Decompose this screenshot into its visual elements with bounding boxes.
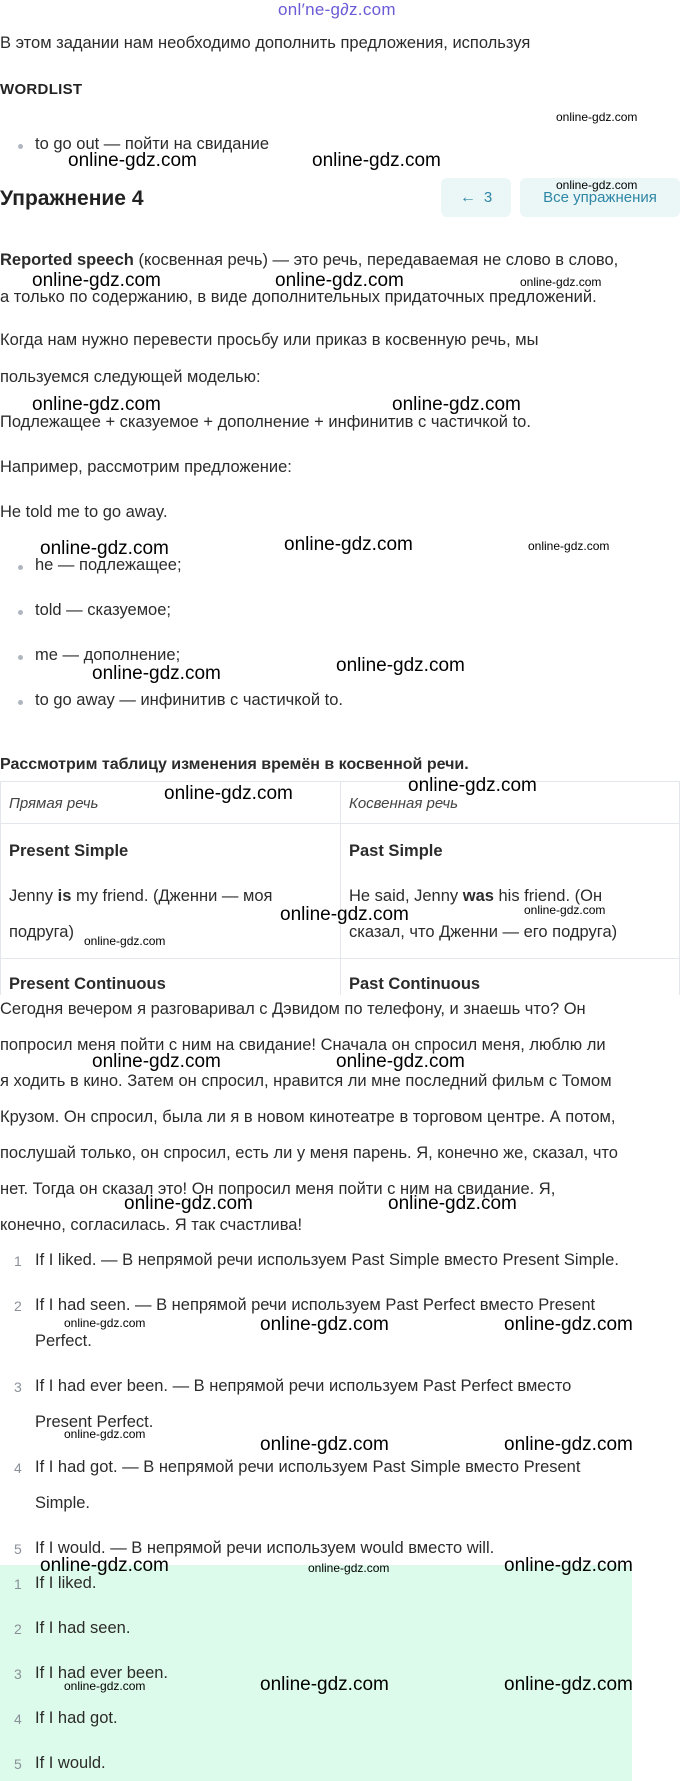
explanation-line: Simple. <box>35 1494 91 1512</box>
watermark: online-gdz.com <box>40 538 169 559</box>
direct-example-part: Jenny <box>9 887 58 905</box>
watermark: online-gdz.com <box>32 270 161 291</box>
watermark: online-gdz.com <box>68 150 197 171</box>
header-watermark: onl′ne-g∂z.com <box>278 0 396 19</box>
watermark: online-gdz.com <box>408 775 537 796</box>
bullet-dot <box>18 565 23 570</box>
example-sentence: He told me to go away. <box>0 503 168 521</box>
watermark: online-gdz.com <box>275 270 404 291</box>
answer-item: If I had seen. <box>35 1619 131 1637</box>
watermark: online-gdz.com <box>260 1434 389 1455</box>
watermark: online-gdz.com <box>504 1434 633 1455</box>
watermark: online-gdz.com <box>64 1679 146 1693</box>
explanation-number: 5 <box>14 1541 22 1557</box>
watermark: online-gdz.com <box>92 663 221 684</box>
part-item: to go away — инфинитив с частичкой to. <box>35 691 343 709</box>
watermark: online-gdz.com <box>336 1051 465 1072</box>
watermark: online-gdz.com <box>260 1314 389 1335</box>
tense-present-continuous: Present Continuous <box>9 975 166 993</box>
story-line: Крузом. Он спросил, была ли я в новом кинотеатре в торговом центре. А потом, <box>0 1108 616 1126</box>
definition-line-1 <box>0 251 618 270</box>
table-intro: Рассмотрим таблицу изменения времён в косвенной речи. <box>0 756 469 773</box>
prev-exercise-button[interactable] <box>441 178 511 217</box>
watermark: online-gdz.com <box>556 178 638 192</box>
part-item: told — сказуемое; <box>35 601 171 619</box>
model-formula: Подлежащее + сказуемое + дополнение + инфинитив с частичкой to. <box>0 413 531 431</box>
explanation-line: If I liked. — В непрямой речи используем Past Simple вместо Present Simple. <box>35 1251 619 1269</box>
story-line: послушай только, он спросил, есть ли у меня парень. Я, конечно же, сказал, что <box>0 1144 618 1162</box>
wordlist-item: to go out — пойти на свидание <box>35 135 269 153</box>
watermark: online-gdz.com <box>528 539 610 553</box>
watermark: online-gdz.com <box>164 783 293 804</box>
answer-item: If I liked. <box>35 1574 97 1592</box>
bullet-dot <box>18 700 23 705</box>
watermark: online-gdz.com <box>524 903 606 917</box>
answer-item: If I had ever been. <box>35 1664 169 1682</box>
watermark: online-gdz.com <box>520 275 602 289</box>
explanation-line: Perfect. <box>35 1332 92 1350</box>
header-reported-speech: Косвенная речь <box>349 795 459 812</box>
part-item: he — подлежащее; <box>35 556 182 574</box>
watermark: online-gdz.com <box>284 534 413 555</box>
answer-item: If I would. <box>35 1754 106 1772</box>
explanation-line: If I had got. — В непрямой речи используем Past Simple вместо Present <box>35 1458 581 1476</box>
bullet-dot <box>18 144 23 149</box>
answer-number: 4 <box>14 1711 22 1727</box>
story-line: я ходить в кино. Затем он спросил, нравится ли мне последний фильм с Томом <box>0 1072 612 1090</box>
reported-example-part: He said, Jenny <box>349 887 463 905</box>
story-line: нет. Тогда он сказал это! Он попросил меня пойти с ним на свидание. Я, <box>0 1180 556 1198</box>
story-line: попросил меня пойти с ним на свидание! Сначала он спросил меня, люблю ли <box>0 1036 606 1054</box>
definition-rest: (косвенная речь) — это речь, передаваемая не слово в слово, <box>133 251 619 269</box>
definition-line-2: а только по содержанию, в виде дополнительных придаточных предложений. <box>0 288 597 306</box>
watermark: online-gdz.com <box>64 1427 146 1441</box>
term-reported-speech: Reported speech <box>0 251 134 269</box>
answer-item: If I had got. <box>35 1709 118 1727</box>
direct-example-line-2: подруга) <box>9 923 74 941</box>
reported-example-line-2: сказал, что Дженни — его подруга) <box>349 923 618 941</box>
bullet-dot <box>18 655 23 660</box>
watermark: online-gdz.com <box>392 394 521 415</box>
answer-number: 2 <box>14 1621 22 1637</box>
exercise-title: Упражнение 4 <box>0 187 144 210</box>
watermark: online-gdz.com <box>260 1674 389 1695</box>
explanation-line: If I would. — В непрямой речи используем would вместо will. <box>35 1539 495 1557</box>
tense-past-simple: Past Simple <box>349 842 443 860</box>
watermark: online-gdz.com <box>84 934 166 948</box>
story-line: Сегодня вечером я разговаривал с Дэвидом по телефону, и знаешь что? Он <box>0 1000 586 1018</box>
direct-example-verb: is <box>57 887 72 905</box>
explanation-line: Present Perfect. <box>35 1413 154 1431</box>
answer-number: 3 <box>14 1666 22 1682</box>
bullet-dot <box>18 610 23 615</box>
explanation-number: 3 <box>14 1379 22 1395</box>
tense-present-simple: Present Simple <box>9 842 129 860</box>
reported-example-verb: was <box>462 887 494 905</box>
explanation-number: 4 <box>14 1460 22 1476</box>
watermark: online-gdz.com <box>504 1314 633 1335</box>
watermark: online-gdz.com <box>280 904 409 925</box>
tense-past-continuous: Past Continuous <box>349 975 481 993</box>
tense-table <box>0 781 680 995</box>
explanation-number: 2 <box>14 1298 22 1314</box>
arrow-left-icon: ← <box>459 188 476 206</box>
watermark: online-gdz.com <box>556 110 638 124</box>
part-item: me — дополнение; <box>35 646 181 664</box>
watermark: online-gdz.com <box>336 655 465 676</box>
watermark: online-gdz.com <box>40 1555 169 1576</box>
watermark: online-gdz.com <box>504 1555 633 1576</box>
intro-text: В этом задании нам необходимо дополнить предложения, используя <box>0 34 531 52</box>
watermark: online-gdz.com <box>388 1193 517 1214</box>
wordlist-title: WORDLIST <box>0 81 83 98</box>
explanation-line: If I had seen. — В непрямой речи используем Past Perfect вместо Present <box>35 1296 596 1314</box>
watermark: online-gdz.com <box>124 1193 253 1214</box>
model-intro-line-1: Когда нам нужно перевести просьбу или приказ в косвенную речь, мы <box>0 331 539 349</box>
watermark: online-gdz.com <box>308 1561 390 1575</box>
direct-example-line-1 <box>9 887 272 906</box>
all-exercises-button[interactable]: Все упражнения <box>520 178 680 217</box>
watermark: online-gdz.com <box>92 1051 221 1072</box>
watermark: online-gdz.com <box>32 394 161 415</box>
answer-number: 5 <box>14 1756 22 1772</box>
explanation-number: 1 <box>14 1253 22 1269</box>
example-intro: Например, рассмотрим предложение: <box>0 458 292 476</box>
model-intro-line-2: пользуемся следующей моделью: <box>0 368 261 386</box>
watermark: online-gdz.com <box>312 150 441 171</box>
header-direct-speech: Прямая речь <box>9 795 99 812</box>
story-line: конечно, согласилась. Я так счастлива! <box>0 1216 303 1234</box>
watermark: online-gdz.com <box>64 1316 146 1330</box>
watermark: online-gdz.com <box>504 1674 633 1695</box>
reported-example-part: his friend. (Он <box>493 887 603 905</box>
answer-number: 1 <box>14 1576 22 1592</box>
explanation-line: If I had ever been. — В непрямой речи используем Past Perfect вместо <box>35 1377 572 1395</box>
prev-exercise-number: 3 <box>483 189 493 206</box>
direct-example-part: my friend. (Дженни — моя <box>71 887 273 905</box>
